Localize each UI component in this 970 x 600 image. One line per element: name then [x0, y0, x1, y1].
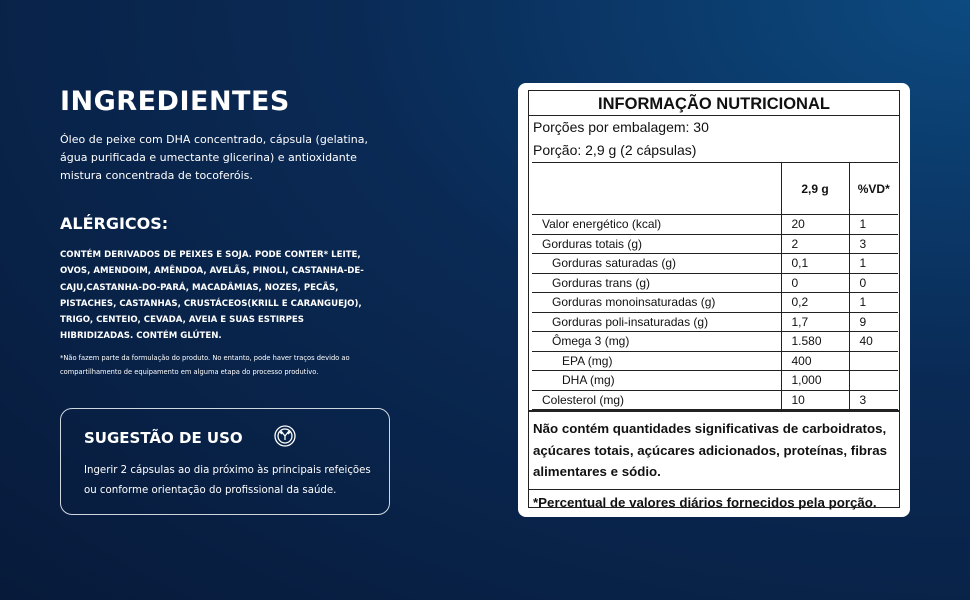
cell-vd: [849, 371, 898, 391]
cell-amount: 1,7: [781, 312, 849, 332]
cell-label: Gorduras trans (g): [532, 273, 781, 293]
allergens-title: ALÉRGICOS:: [60, 214, 169, 233]
nutrition-panel: [518, 83, 910, 517]
cell-label: DHA (mg): [532, 371, 781, 391]
nutrition-footer: *Percentual de valores diários fornecidos pela porção.: [529, 489, 899, 515]
table-row: [532, 332, 898, 352]
table-row: [532, 371, 898, 391]
cell-label: Gorduras monoinsaturadas (g): [532, 293, 781, 313]
cell-vd: 1: [849, 293, 898, 313]
table-header: [532, 163, 898, 215]
cell-label: Valor energético (kcal): [532, 215, 781, 235]
col-amount: 2,9 g: [781, 163, 849, 215]
cell-label: Gorduras totais (g): [532, 234, 781, 254]
cell-vd: 1: [849, 254, 898, 274]
portion: Porção: 2,9 g (2 cápsulas): [533, 142, 697, 158]
cell-label: EPA (mg): [532, 351, 781, 371]
allergens-text: CONTÉM DERIVADOS DE PEIXES E SOJA. PODE CONTER* LEITE, OVOS, AMENDOIM, AMÊNDOA, AVELÃS, PINOLI, CASTANHA-DE-CAJU,CASTANHA-DO-PARÁ, MACADÂMIAS, NOZES, PECÃS, PISTACHES, CASTANHAS, CRUSTÁCEOS(KRILL E CARANGUEJO), TRIGO, CENTEIO, CEVADA, AVEIA E SUAS ESTIRPES HIBRIDIZADAS. CONTÉM GLÚTEN.: [60, 250, 364, 342]
ingredients-text: Óleo de peixe com DHA concentrado, cápsula (gelatina, água purificada e umectante glicerina) e antioxidante mistura concentrada de tocoferóis.: [60, 133, 368, 182]
cell-vd: 0: [849, 273, 898, 293]
allergens-footnote: *Não fazem parte da formulação do produto. No entanto, pode haver traços devido ao compartilhamento de equipamento em alguma etapa do processo produtivo.: [60, 354, 350, 376]
cell-label: Gorduras saturadas (g): [532, 254, 781, 274]
nutrition-note: Não contém quantidades significativas de carboidratos, açúcares totais, açúcares adicionados, proteínas, fibras alimentares e sódio.: [529, 410, 899, 489]
table-row: [532, 312, 898, 332]
servings: Porções por embalagem: 30: [533, 119, 709, 135]
cell-amount: 0,2: [781, 293, 849, 313]
table-row: [532, 215, 898, 235]
cell-vd: 40: [849, 332, 898, 352]
cell-vd: 3: [849, 234, 898, 254]
table-row: [532, 351, 898, 371]
nutrition-title: INFORMAÇÃO NUTRICIONAL: [529, 91, 899, 116]
usage-title: SUGESTÃO DE USO: [84, 429, 243, 447]
cell-amount: 0,1: [781, 254, 849, 274]
cell-vd: 3: [849, 390, 898, 410]
table-row: [532, 273, 898, 293]
cell-vd: [849, 351, 898, 371]
cell-vd: 1: [849, 215, 898, 235]
col-vd: %VD*: [849, 163, 898, 215]
nutrition-table: [532, 162, 898, 410]
cell-amount: 0: [781, 273, 849, 293]
cell-label: Colesterol (mg): [532, 390, 781, 410]
table-row: [532, 293, 898, 313]
clock-fork-knife-icon: [273, 424, 297, 448]
cell-amount: 20: [781, 215, 849, 235]
usage-text: Ingerir 2 cápsulas ao dia próximo às principais refeições ou conforme orientação do profissional da saúde.: [84, 465, 371, 496]
cell-vd: 9: [849, 312, 898, 332]
cell-amount: 1.580: [781, 332, 849, 352]
cell-amount: 2: [781, 234, 849, 254]
table-row: [532, 390, 898, 410]
table-row: [532, 234, 898, 254]
cell-amount: 1,000: [781, 371, 849, 391]
table-row: [532, 254, 898, 274]
cell-amount: 400: [781, 351, 849, 371]
cell-label: Ômega 3 (mg): [532, 332, 781, 352]
ingredients-title: INGREDIENTES: [60, 86, 290, 117]
usage-box: [60, 408, 390, 515]
cell-amount: 10: [781, 390, 849, 410]
cell-label: Gorduras poli-insaturadas (g): [532, 312, 781, 332]
